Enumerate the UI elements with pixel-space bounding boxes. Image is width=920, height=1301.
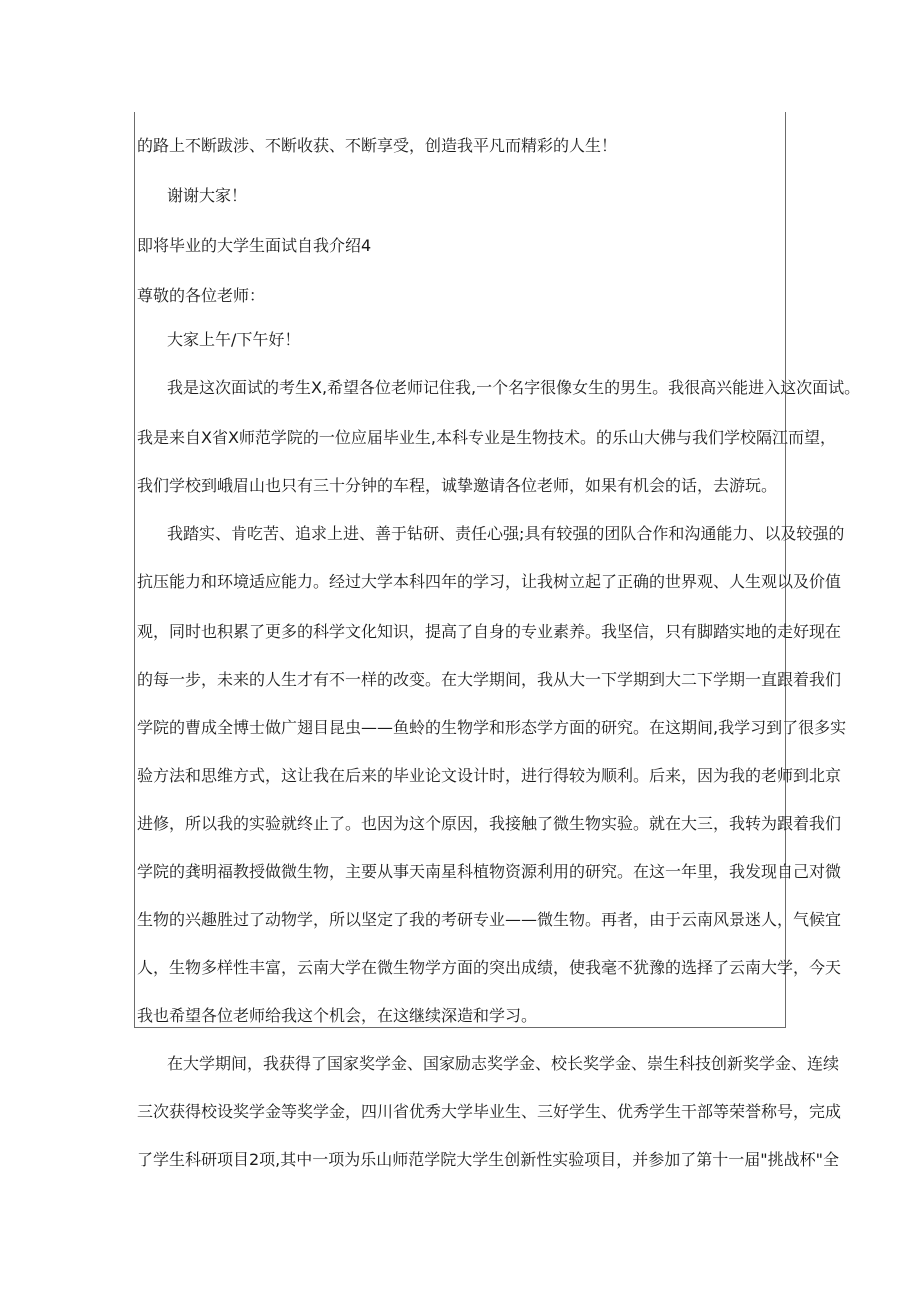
paragraph-line: 我是这次面试的考生X,希望各位老师记住我,一个名字很像女生的男生。我很高兴能进入这次面试。 [167,378,861,397]
paragraph-line: 我踏实、肯吃苦、追求上进、善于钻研、责任心强;具有较强的团队合作和沟通能力、以及较强的 [167,524,845,543]
paragraph-line: 三次获得校设奖学金等奖学金，四川省优秀大学毕业生、三好学生、优秀学生干部等荣誉称号，完成 [137,1102,842,1121]
paragraph-line: 进修，所以我的实验就终止了。也因为这个原因，我接触了微生物实验。就在大三，我转为跟着我们 [137,814,842,833]
paragraph-line: 我也希望各位老师给我这个机会，在这继续深造和学习。 [137,1006,538,1025]
greeting: 大家上午/下午好！ [167,330,301,349]
text-line: 的路上不断跋涉、不断收获、不断享受，创造我平凡而精彩的人生！ [137,136,618,155]
paragraph-line: 人，生物多样性丰富，云南大学在微生物学方面的突出成绩，使我毫不犹豫的选择了云南大学，今天 [137,958,842,977]
paragraph-line: 抗压能力和环境适应能力。经过大学本科四年的学习，让我树立起了正确的世界观、人生观以及价值 [137,572,842,591]
paragraph-line: 观，同时也积累了更多的科学文化知识，提高了自身的专业素养。我坚信，只有脚踏实地的走好现在 [137,622,842,641]
paragraph-line: 学院的曹成全博士做广翅目昆虫——鱼蛉的生物学和形态学方面的研究。在这期间,我学习到了很多实 [137,718,847,737]
paragraph-line: 的每一步，未来的人生才有不一样的改变。在大学期间，我从大一下学期到大二下学期一直跟着我们 [137,670,842,689]
paragraph-line: 我们学校到峨眉山也只有三十分钟的车程，诚挚邀请各位老师，如果有机会的话，去游玩。 [137,476,778,495]
paragraph-line: 在大学期间，我获得了国家奖学金、国家励志奖学金、校长奖学金、崇生科技创新奖学金、连续 [167,1054,840,1073]
text-line: 谢谢大家！ [167,186,248,205]
section-heading: 即将毕业的大学生面试自我介绍4 [137,236,372,255]
salutation: 尊敬的各位老师： [137,286,266,305]
paragraph-line: 了学生科研项目2项,其中一项为乐山师范学院大学生创新性实验项目，并参加了第十一届"挑战杯"全 [137,1150,839,1169]
paragraph-line: 我是来自X省X师范学院的一位应届毕业生,本科专业是生物技术。的乐山大佛与我们学校隔江而望， [137,428,837,447]
paragraph-line: 学院的龚明福教授做微生物，主要从事天南星科植物资源利用的研究。在这一年里，我发现自己对微 [137,862,842,881]
paragraph-line: 验方法和思维方式，这让我在后来的毕业论文设计时，进行得较为顺利。后来，因为我的老师到北京 [137,766,842,785]
paragraph-line: 生物的兴趣胜过了动物学，所以坚定了我的考研专业——微生物。再者，由于云南风景迷人，气候宜 [137,910,842,929]
